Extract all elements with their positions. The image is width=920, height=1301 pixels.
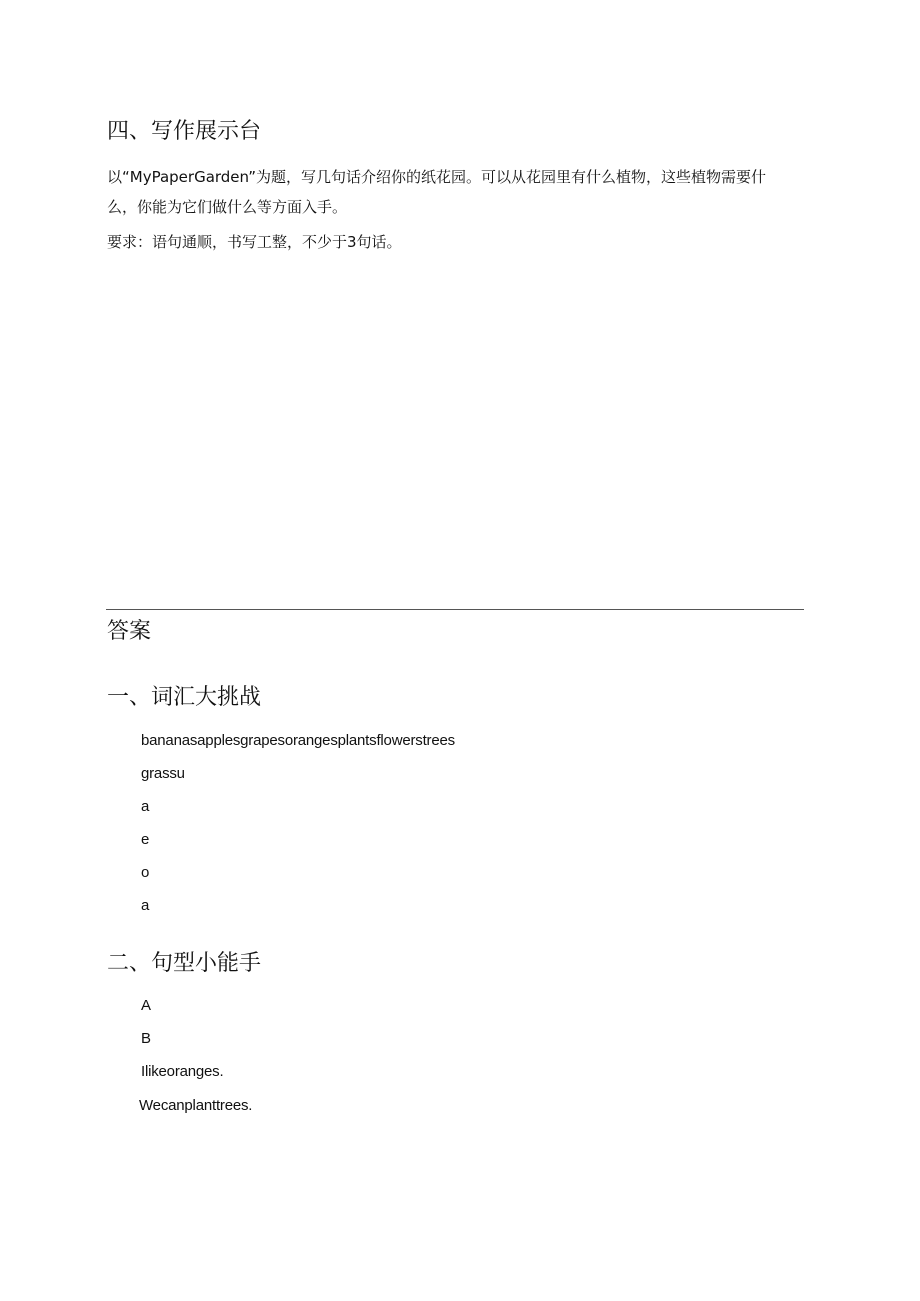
answer-item: e	[141, 831, 150, 848]
answer-item: a	[141, 897, 150, 914]
answers-heading: 答案	[107, 619, 152, 644]
answer-item: o	[141, 864, 150, 881]
answer-item: Wecanplanttrees.	[139, 1097, 253, 1114]
writing-prompt-line-2: 么，你能为它们做什么等方面入手。	[107, 198, 348, 216]
writing-requirement: 要求：语句通顺，书写工整，不少于3句话。	[107, 233, 402, 251]
section-divider	[106, 609, 804, 610]
answer-item: grassu	[141, 765, 185, 782]
answer-item: B	[141, 1030, 151, 1047]
writing-section-heading: 四、写作展示台	[107, 119, 262, 144]
answer-section-2-heading: 二、句型小能手	[107, 951, 262, 976]
answer-item: a	[141, 798, 150, 815]
answer-item: bananasapplesgrapesorangesplantsflowerstrees	[141, 732, 455, 749]
answer-item: A	[141, 997, 151, 1014]
answer-section-1-heading: 一、词汇大挑战	[107, 685, 262, 710]
writing-prompt-line-1: 以“MyPaperGarden”为题，写几句话介绍你的纸花园。可以从花园里有什么植物，这些植物需要什	[107, 168, 767, 186]
answer-item: Ilikeoranges.	[141, 1063, 224, 1080]
